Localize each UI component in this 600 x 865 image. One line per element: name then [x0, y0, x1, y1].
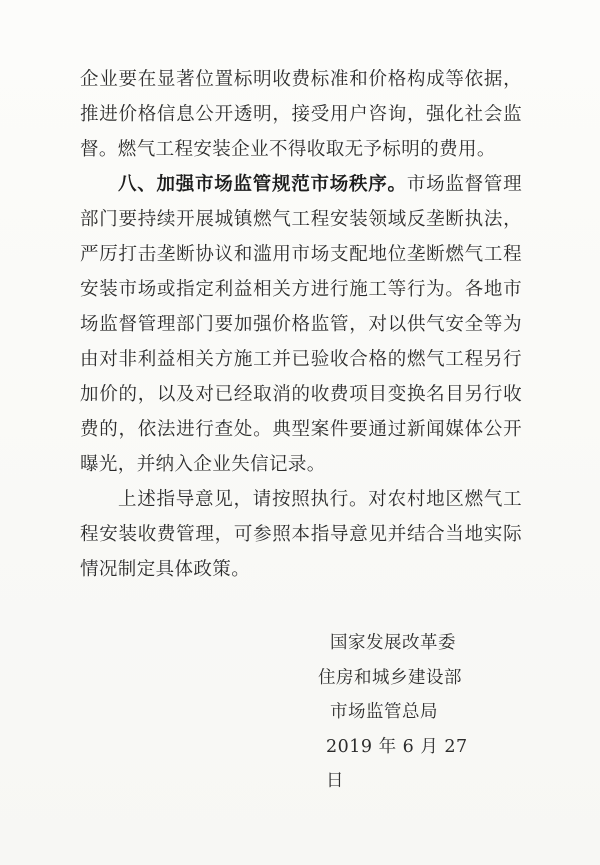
signatory-ndrc: 国家发展改革委 — [330, 633, 456, 653]
paragraph-closing — [80, 482, 522, 587]
signatory-samr: 市场监管总局 — [330, 702, 438, 722]
signatory-mohurd: 住房和城乡建设部 — [318, 667, 462, 688]
signature-block — [318, 626, 478, 799]
paragraph-section-eight — [80, 167, 522, 482]
document-date: 2019 年 6 月 27 日 — [326, 736, 468, 791]
paragraph-text: 上述指导意见，请按照执行。对农村地区燃气工程安装收费管理，可参照本指导意见并结合当地实际情况制定具体政策。 — [80, 489, 522, 580]
paragraph-text: 企业要在显著位置标明收费标准和价格构成等依据，推进价格信息公开透明，接受用户咨询，强化社会监督。燃气工程安装企业不得收取无予标明的费用。 — [80, 69, 522, 160]
paragraph-continued — [80, 62, 522, 167]
paragraph-text: 市场监督管理部门要持续开展城镇燃气工程安装领域反垄断执法，严厉打击垄断协议和滥用市场支配地位垄断燃气工程安装市场或指定利益相关方进行施工等行为。各地市场监督管理部门要加强价格监管，对以供气安全等为由对非利益相关方施工并已验收合格的燃气工程另行加价的，以及对已经取消的收费项目变换名目另行收费的，依法进行查处。典型案件要通过新闻媒体公开曝光，并纳入企业失信记录。 — [80, 174, 522, 475]
document-body — [80, 62, 522, 587]
section-heading: 八、加强市场监管规范市场秩序。 — [118, 174, 407, 195]
